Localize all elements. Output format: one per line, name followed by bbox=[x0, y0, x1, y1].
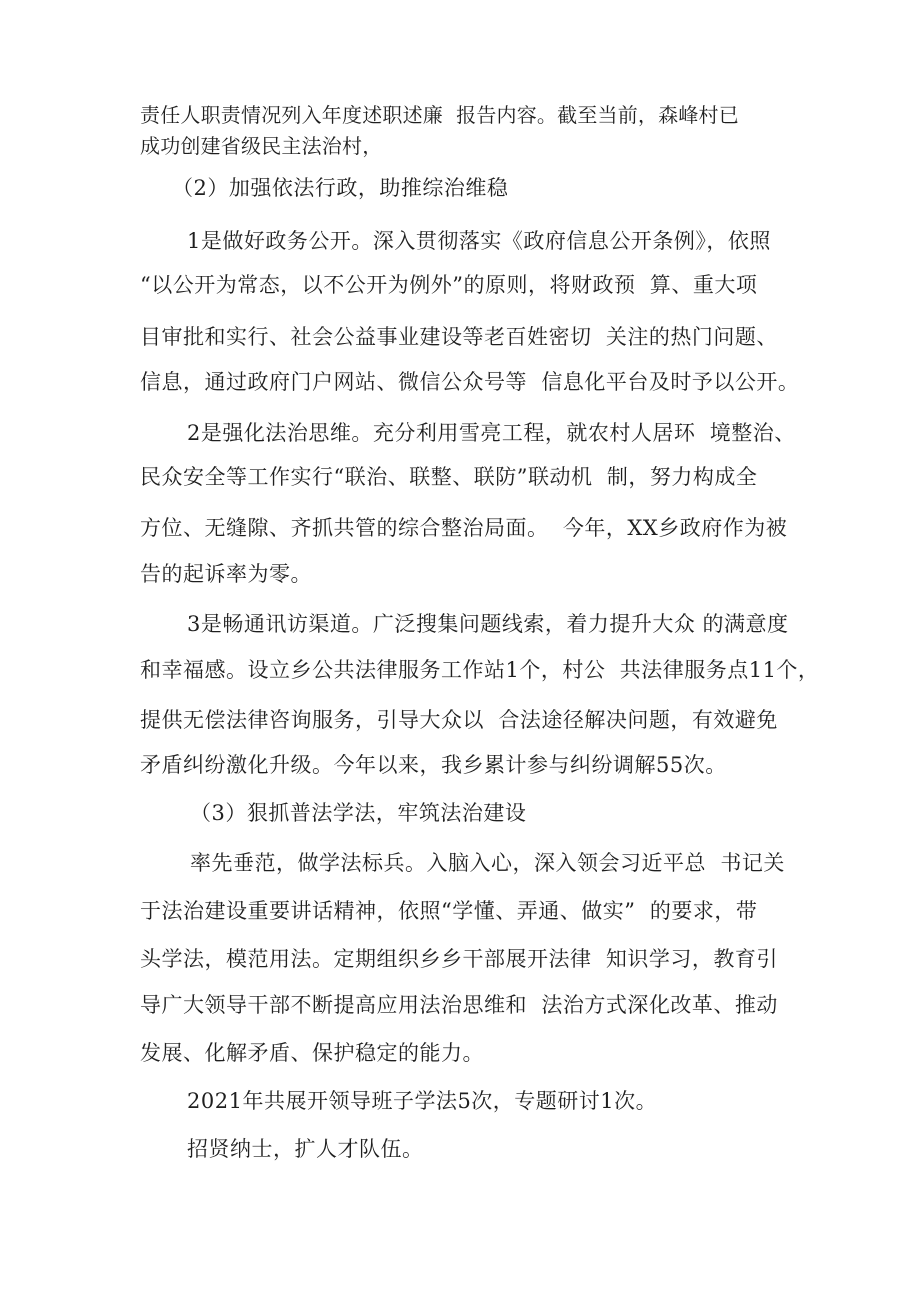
paragraph-line: 信息，通过政府门户网站、微信公众号等 信息化平台及时予以公开。 bbox=[140, 370, 800, 394]
paragraph-line: 告的起诉率为零。 bbox=[140, 562, 312, 586]
paragraph-line: 1是做好政务公开。深入贯彻落实《政府信息公开条例》，依照 bbox=[187, 229, 771, 253]
paragraph-line: 招贤纳士，扩人才队伍。 bbox=[187, 1137, 424, 1161]
paragraph-line: 头学法，模范用法。定期组织乡乡干部展开法律 知识学习，教育引 bbox=[140, 947, 778, 971]
section-heading-2: （2）加强依法行政，助推综治维稳 bbox=[172, 176, 509, 200]
paragraph-line: 导广大领导干部不断提高应用法治思维和 法治方式深化改革、推动 bbox=[140, 993, 778, 1017]
section-heading-3: （3）狠抓普法学法，牢筑法治建设 bbox=[190, 801, 527, 825]
paragraph-line: 民众安全等工作实行“联治、联整、联防”联动机 制，努力构成全 bbox=[140, 465, 758, 489]
paragraph-line: 2是强化法治思维。充分利用雪亮工程，就农村人居环 境整治、 bbox=[187, 421, 796, 445]
paragraph-line: 2021年共展开领导班子学法5次，专题研讨1次。 bbox=[187, 1089, 658, 1113]
paragraph-line: 成功创建省级民主法治村， bbox=[140, 134, 383, 158]
paragraph-line: 矛盾纠纷激化升级。今年以来，我乡累计参与纠纷调解55次。 bbox=[140, 753, 727, 777]
paragraph-line: 于法治建设重要讲话精神，依照“学懂、弄通、做实” 的要求，带 bbox=[140, 899, 758, 923]
paragraph-line: 3是畅通讯访渠道。广泛搜集问题线索，着力提升大众 的满意度 bbox=[187, 612, 789, 636]
paragraph-line: 发展、化解矛盾、保护稳定的能力。 bbox=[140, 1041, 484, 1065]
paragraph-line: 提供无偿法律咨询服务，引导大众以 合法途径解决问题，有效避免 bbox=[140, 708, 778, 732]
paragraph-line: 率先垂范，做学法标兵。入脑入心，深入领会习近平总 书记关 bbox=[190, 851, 785, 875]
paragraph-line: 和幸福感。设立乡公共法律服务工作站1个，村公 共法律服务点11个， bbox=[140, 658, 820, 682]
paragraph-line: 方位、无缝隙、齐抓共管的综合整治局面。 今年，XX乡政府作为被 bbox=[140, 516, 788, 540]
paragraph-line: 目审批和实行、社会公益事业建设等老百姓密切 关注的热门问题、 bbox=[140, 325, 778, 349]
paragraph-line: “以公开为常态，以不公开为例外”的原则，将财政预 算、重大项 bbox=[140, 273, 758, 297]
paragraph-line: 责任人职责情况列入年度述职述廉 报告内容。截至当前，森峰村已 bbox=[140, 103, 739, 127]
